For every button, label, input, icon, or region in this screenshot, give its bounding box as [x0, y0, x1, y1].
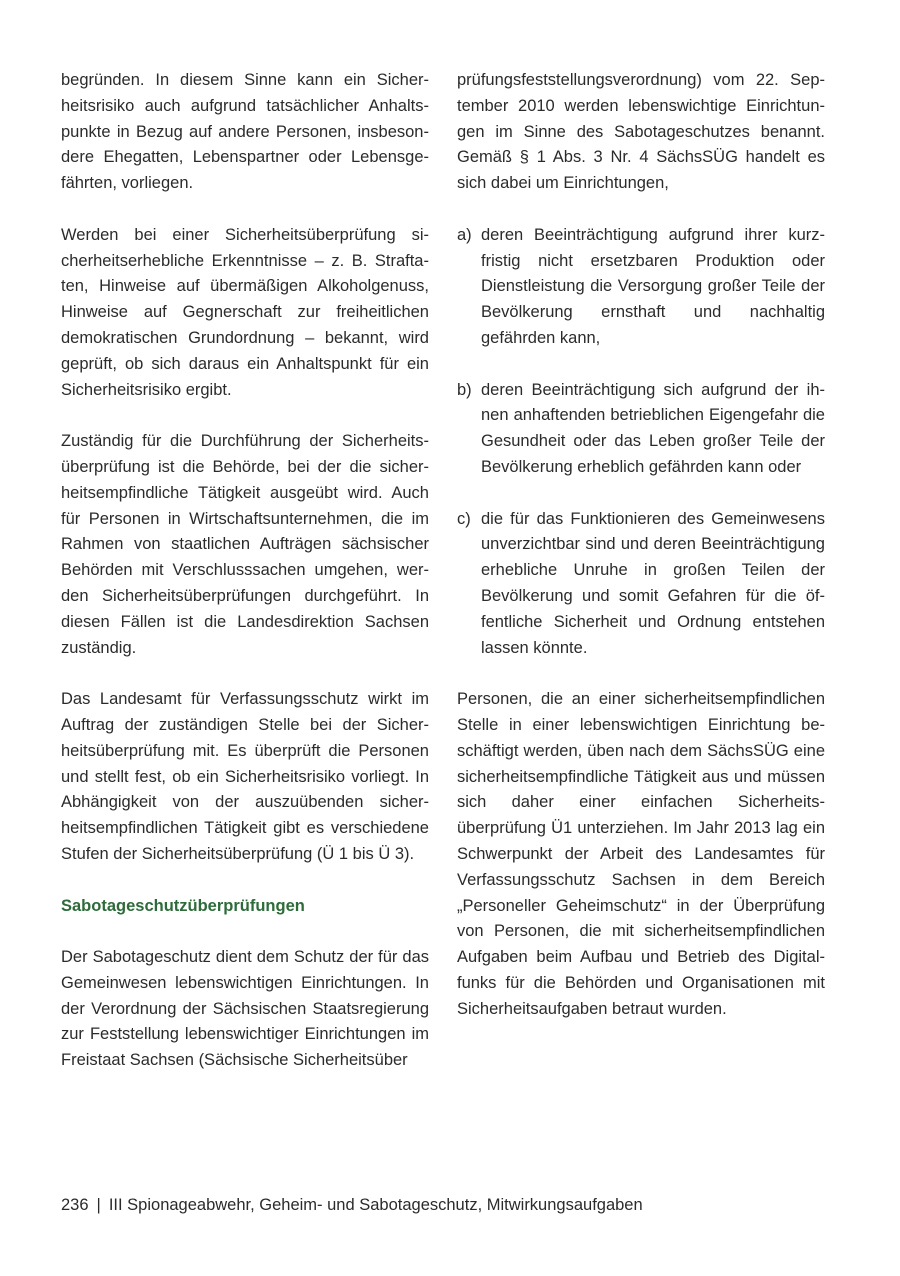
criteria-list: [457, 223, 825, 662]
page-footer: [61, 1193, 643, 1217]
list-item: [457, 223, 825, 352]
left-column: [61, 68, 429, 1100]
list-item-label: a): [457, 225, 472, 244]
list-item: [457, 378, 825, 481]
paragraph: Das Landesamt für Verfassungsschutz wirkt im Auftrag der zuständigen Stelle bei der Sicherheitsüberprüfung mit. Es überprüft die Personen und stellt fest, ob ein Sicherheitsrisiko vorliegt. In Abhängigkeit von der auszuübenden sicherheitsempfindlichen Tätigkeit gibt es verschiedene Stufen der Sicherheitsüberprüfung (Ü 1 bis Ü 3).: [61, 690, 429, 863]
right-column: [457, 68, 825, 1048]
footer-separator: |: [96, 1196, 101, 1214]
paragraph: Personen, die an einer sicherheitsempfindlichen Stelle in einer lebenswichtigen Einrichtung beschäftigt werden, üben nach dem SächsSÜG eine sicherheitsempfindliche Tätigkeit aus und müssen sich daher einer einfachen Sicherheitsüberprüfung Ü1 unterziehen. Im Jahr 2013 lag ein Schwerpunkt der Arbeit des Landesamtes für Verfassungsschutz Sachsen in dem Bereich „Personeller Geheimschutz“ in der Überprüfung von Personen, die mit sicherheitsempfindlichen Aufgaben beim Aufbau und Betrieb des Digitalfunks für die Behörden und Organisationen mit Sicherheitsaufgaben betraut wurden.: [457, 690, 825, 1018]
page-number: 236: [61, 1196, 89, 1214]
list-item-text: die für das Funktionieren des Gemeinwesens unverzichtbar sind und deren Beeinträchtigung erhebliche Unruhe in großen Teilen der Bevölkerung und somit Gefahren für die öffentliche Sicherheit und Ordnung entstehen lassen könnte.: [481, 509, 825, 657]
chapter-title: III Spionageabwehr, Geheim- und Sabotageschutz, Mitwirkungsaufgaben: [108, 1196, 643, 1214]
list-item-label: b): [457, 380, 472, 399]
paragraph: prüfungsfeststellungsverordnung) vom 22. September 2010 werden lebenswichtige Einrichtungen im Sinne des Sabotageschutzes benannt. Gemäß § 1 Abs. 3 Nr. 4 SächsSÜG handelt es sich dabei um Einrichtungen,: [457, 71, 825, 193]
section-heading: Sabotageschutzüberprüfungen: [61, 896, 305, 915]
paragraph: Werden bei einer Sicherheitsüberprüfung sicherheitserhebliche Erkenntnisse – z. B. Straftaten, Hinweise auf übermäßigen Alkoholgenuss, Hinweise auf Gegnerschaft zur freiheitlichen demokratischen Grundordnung – bekannt, wird geprüft, ob sich daraus ein Anhaltspunkt für ein Sicherheitsrisiko ergibt.: [61, 225, 429, 399]
paragraph: Zuständig für die Durchführung der Sicherheitsüberprüfung ist die Behörde, bei der die sicherheitsempfindliche Tätigkeit ausgeübt wird. Auch für Personen in Wirtschaftsunternehmen, die im Rahmen von staatlichen Aufträgen sächsischer Behörden mit Verschlusssachen umgehen, werden Sicherheitsüberprüfungen durchgeführt. In diesen Fällen ist die Landesdirektion Sachsen zuständig.: [61, 432, 429, 657]
paragraph: begründen. In diesem Sinne kann ein Sicherheitsrisiko auch aufgrund tatsächlicher Anhaltspunkte in Bezug auf andere Personen, insbesondere Ehegatten, Lebenspartner oder Lebensgefährten, vorliegen.: [61, 71, 429, 193]
list-item-label: c): [457, 509, 471, 528]
list-item-text: deren Beeinträchtigung aufgrund ihrer kurzfristig nicht ersetzbaren Produktion oder Dienstleistung die Versorgung großer Teile der Bevölkerung ernsthaft und nachhaltig gefährden kann,: [481, 225, 825, 347]
paragraph: Der Sabotageschutz dient dem Schutz der für das Gemeinwesen lebenswichtigen Einrichtungen. In der Verordnung der Sächsischen Staatsregierung zur Feststellung lebenswichtiger Einrichtungen im Freistaat Sachsen (Sächsische Sicherheitsüber: [61, 948, 429, 1070]
list-item-text: deren Beeinträchtigung sich aufgrund der ihnen anhaftenden betrieblichen Eigengefahr die Gesundheit oder das Leben großer Teile der Bevölkerung erheblich gefährden kann oder: [481, 380, 825, 476]
list-item: [457, 507, 825, 662]
